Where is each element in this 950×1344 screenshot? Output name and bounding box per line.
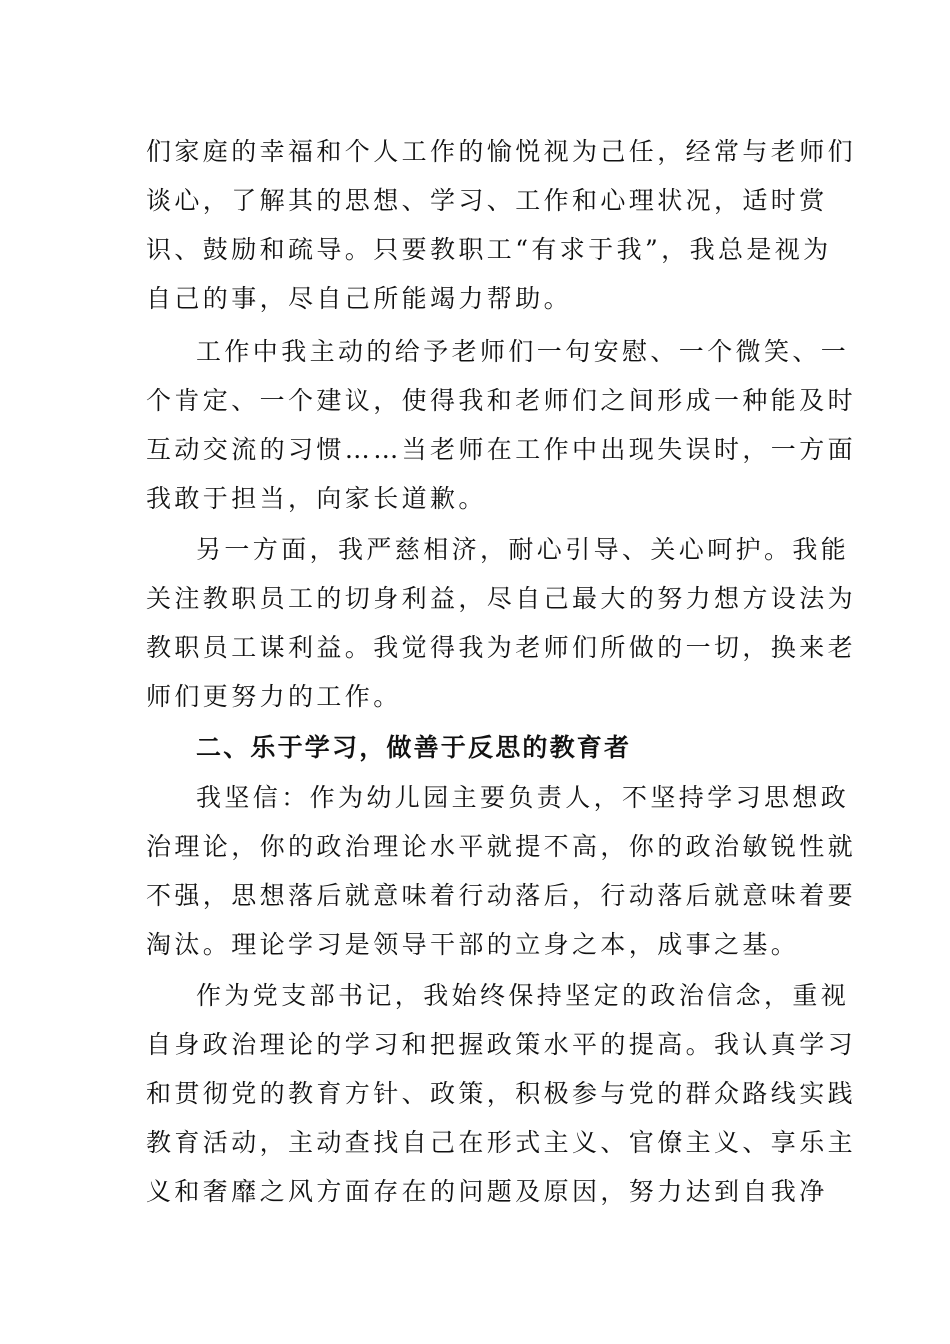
text-line-21: 教育活动，主动查找自己在形式主义、官僚主义、享乐主	[146, 1128, 857, 1157]
paragraph-start-line: 另一方面，我严慈相济，耐心引导、关心呵护。我能	[196, 535, 850, 564]
text-line-1: 们家庭的幸福和个人工作的愉悦视为己任，经常与老师们	[146, 137, 857, 166]
paragraph-start-line: 工作中我主动的给予老师们一句安慰、一个微笑、一	[196, 337, 850, 366]
text-line-11: 教职员工谋利益。我觉得我为老师们所做的一切，换来老	[146, 633, 857, 662]
paragraph-start-line: 我坚信：作为幼儿园主要负责人，不坚持学习思想政	[196, 783, 850, 812]
text-line-10: 关注教职员工的切身利益，尽自己最大的努力想方设法为	[146, 584, 857, 613]
text-line-15: 治理论，你的政治理论水平就提不高，你的政治敏锐性就	[146, 832, 857, 861]
text-line-6: 个肯定、一个建议，使得我和老师们之间形成一种能及时	[146, 386, 857, 415]
text-line-3: 识、鼓励和疏导。只要教职工“有求于我”，我总是视为	[146, 235, 832, 264]
text-line-4: 自己的事，尽自己所能竭力帮助。	[146, 284, 573, 313]
text-line-12: 师们更努力的工作。	[146, 682, 402, 711]
text-line-16: 不强，思想落后就意味着行动落后，行动落后就意味着要	[146, 881, 857, 910]
text-line-20: 和贯彻党的教育方针、政策，积极参与党的群众路线实践	[146, 1079, 857, 1108]
text-line-7: 互动交流的习惯……当老师在工作中出现失误时，一方面	[146, 435, 857, 464]
paragraph-start-line: 作为党支部书记，我始终保持坚定的政治信念，重视	[196, 981, 850, 1010]
section-heading: 二、乐于学习，做善于反思的教育者	[196, 733, 632, 762]
text-line-17: 淘汰。理论学习是领导干部的立身之本，成事之基。	[146, 930, 800, 959]
text-line-22: 义和奢靡之风方面存在的问题及原因，努力达到自我净	[146, 1177, 828, 1206]
text-line-2: 谈心，了解其的思想、学习、工作和心理状况，适时赏	[146, 186, 828, 215]
text-line-8: 我敢于担当，向家长道歉。	[146, 484, 487, 513]
text-line-19: 自身政治理论的学习和把握政策水平的提高。我认真学习	[146, 1030, 857, 1059]
